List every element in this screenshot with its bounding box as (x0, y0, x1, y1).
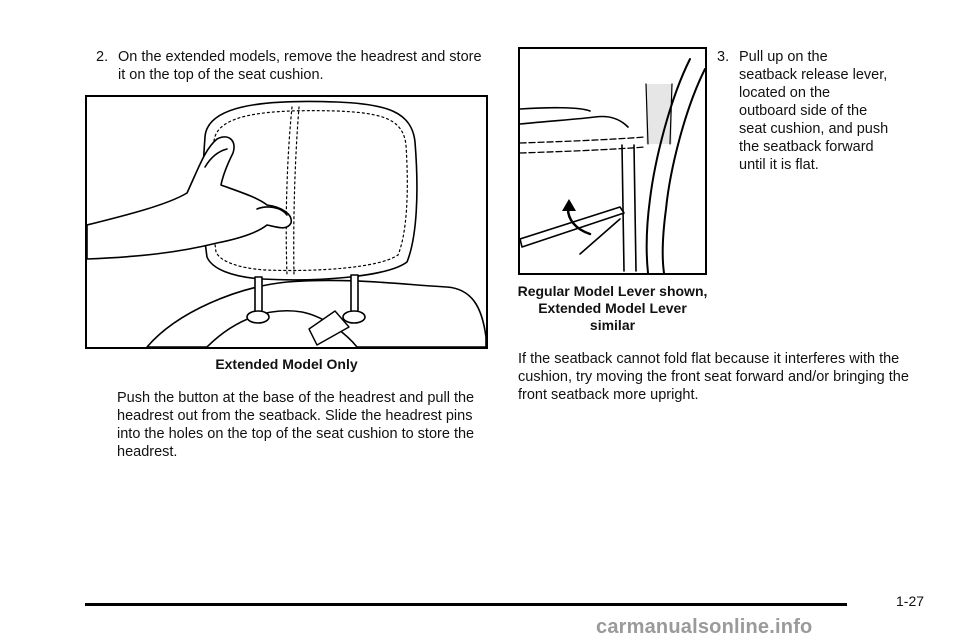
lever-illustration (518, 47, 707, 275)
fold-paragraph: If the seatback cannot fold flat because it interferes with the cushion, try moving the front seat forward and/or bringing the front seatback more upright. (518, 351, 909, 403)
headrest-drawing (87, 97, 486, 347)
figure-left-caption: Extended Model Only (215, 356, 358, 372)
step-number: 3. (717, 49, 730, 65)
figure-right-caption: Regular Model Lever shown, Extended Model Lever similar (517, 283, 708, 333)
page-number: 1-27 (896, 593, 925, 609)
lever-drawing (520, 49, 705, 273)
footer-rule (85, 603, 847, 606)
step-number: 2. (96, 49, 109, 65)
push-paragraph: Push the button at the base of the headrest and pull the headrest out from the seatback. Slide the headrest pins into the holes on the top of the seat cushion to store the headrest. (117, 390, 475, 460)
watermark: carmanualsonline.info (596, 616, 813, 638)
step-text: On the extended models, remove the headrest and store it on the top of the seat cushion. (118, 49, 482, 83)
headrest-illustration (85, 95, 488, 349)
step-text: Pull up on the seatback release lever, located on the outboard side of the seat cushion, and push the seatback forward until it is flat. (739, 49, 889, 173)
